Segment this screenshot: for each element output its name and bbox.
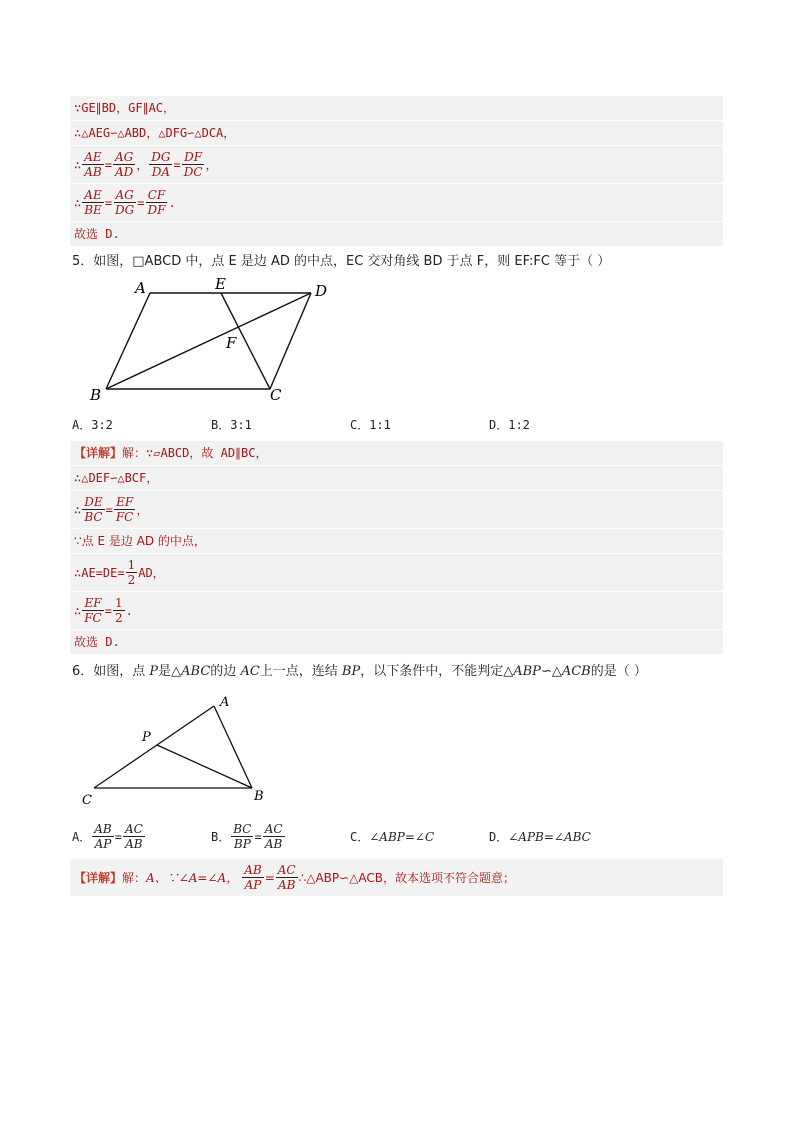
- option-a[interactable]: [72, 822, 211, 851]
- fraction: [263, 822, 285, 851]
- solution-4-line-2: [70, 120, 723, 145]
- text: ∵点 E 是边 AD 的中点，: [74, 534, 206, 548]
- fraction: [113, 188, 136, 217]
- solution-6-line-1: [70, 859, 723, 896]
- fraction: [231, 822, 253, 851]
- equals: =: [104, 195, 113, 210]
- comma: ，: [136, 157, 149, 172]
- side-ab: [214, 706, 252, 788]
- text: A、∵∠A=∠A，: [146, 870, 239, 885]
- parallelogram-figure: [88, 278, 368, 408]
- solution-5-block: [70, 441, 723, 654]
- option-prefix: A．: [72, 830, 92, 844]
- math-var: ABC: [181, 664, 211, 679]
- denominator: AB: [84, 165, 102, 179]
- detail-tag: 【详解】: [74, 446, 123, 460]
- denominator: 2: [127, 573, 136, 587]
- period: .: [125, 603, 133, 618]
- denominator: AP: [244, 878, 262, 892]
- page-content: [70, 96, 723, 896]
- text: AD，: [138, 565, 165, 580]
- diagonal-bd: [106, 293, 311, 389]
- numerator: AC: [264, 822, 283, 836]
- solution-4-line-4: [70, 183, 723, 221]
- numerator: CF: [147, 188, 166, 202]
- text: 6．如图，点: [72, 664, 150, 679]
- denominator: AB: [264, 837, 283, 851]
- text: ∽△: [540, 664, 562, 679]
- label-f: F: [226, 334, 237, 352]
- numerator: DE: [84, 495, 103, 509]
- solution-5-line-2: [70, 465, 723, 490]
- text: 上一点，连结: [259, 664, 342, 679]
- text: 故选 D.: [74, 227, 120, 241]
- solution-5-conclusion: [70, 629, 723, 654]
- math-var: ABP: [513, 664, 541, 679]
- text: 解：: [122, 870, 147, 885]
- denominator: DF: [147, 203, 166, 217]
- fraction: [149, 150, 172, 179]
- therefore-symbol: ∴: [74, 502, 82, 517]
- equals: =: [254, 829, 262, 844]
- option-prefix: D．: [489, 830, 509, 844]
- text: ∴AE=DE=: [74, 565, 125, 580]
- math-var: AC: [240, 664, 260, 679]
- equals: =: [114, 829, 122, 844]
- question-6-text: [70, 658, 723, 686]
- text: ∴△DEF∽△BCF，: [74, 471, 159, 485]
- fraction: [242, 863, 263, 892]
- option-d[interactable]: [489, 822, 628, 851]
- question-6-options: [70, 818, 723, 855]
- option-prefix: B．: [211, 830, 231, 844]
- option-a[interactable]: A．3:2: [72, 418, 113, 432]
- fraction: [82, 150, 103, 179]
- therefore-symbol: ∴: [74, 603, 82, 618]
- fraction: [92, 822, 113, 851]
- fraction: [82, 596, 104, 625]
- fraction-half: [113, 596, 125, 625]
- denominator: AB: [125, 837, 143, 851]
- numerator: DG: [151, 150, 171, 164]
- fraction: [182, 150, 205, 179]
- numerator: AB: [244, 863, 262, 877]
- numerator: DF: [184, 150, 203, 164]
- comma: ，: [205, 157, 218, 172]
- numerator: AE: [84, 188, 102, 202]
- side-ca: [94, 706, 214, 788]
- text: ∴△ABP∽△ACB，故本选项不符合题意；: [298, 870, 516, 885]
- text: 故选 D.: [74, 635, 120, 649]
- text: 的边: [210, 664, 241, 679]
- equals: =: [104, 603, 112, 618]
- fraction-half: [126, 558, 138, 587]
- solution-5-line-1: [70, 441, 723, 465]
- numerator: 1: [114, 596, 123, 610]
- text: 解：∵▱ABCD，故 AD∥BC，: [122, 446, 268, 460]
- label-a: A: [135, 279, 146, 297]
- option-b[interactable]: B．3:1: [211, 418, 252, 432]
- equals: =: [264, 870, 275, 885]
- therefore-symbol: ∴: [74, 157, 82, 172]
- text: ，以下条件中，不能判定△: [360, 664, 514, 679]
- detail-tag: 【详解】: [74, 870, 123, 885]
- denominator: AP: [94, 837, 112, 851]
- denominator: FC: [84, 611, 102, 625]
- solution-5-line-4: [70, 528, 723, 553]
- fraction: [146, 188, 168, 217]
- equals: =: [104, 157, 112, 172]
- label-c: C: [270, 386, 282, 404]
- side-ba: [106, 293, 150, 389]
- label-d: D: [315, 282, 328, 300]
- label-e: E: [215, 278, 226, 293]
- fraction: [82, 495, 104, 524]
- period: .: [168, 195, 176, 210]
- numerator: 1: [127, 558, 136, 572]
- numerator: AG: [114, 150, 134, 164]
- solution-4-line-3: [70, 145, 723, 183]
- solution-4-block: [70, 96, 723, 246]
- side-dc: [270, 293, 311, 389]
- fraction: [113, 150, 135, 179]
- denominator: DC: [183, 165, 203, 179]
- fraction: [123, 822, 145, 851]
- question-5-options: [70, 412, 723, 437]
- option-c[interactable]: [350, 822, 489, 851]
- segment-pb: [157, 745, 252, 788]
- label-c: C: [82, 793, 92, 808]
- label-a: A: [220, 695, 230, 710]
- denominator: BP: [233, 837, 251, 851]
- solution-5-line-6: [70, 591, 723, 629]
- math-var: BP: [341, 664, 361, 679]
- text: 是△: [158, 664, 182, 679]
- solution-6-block: [70, 859, 723, 896]
- denominator: AD: [114, 165, 134, 179]
- solution-4-line-1: [70, 96, 723, 120]
- denominator: DG: [115, 203, 135, 217]
- numerator: AC: [124, 822, 143, 836]
- fraction: [114, 495, 136, 524]
- fraction: [276, 863, 298, 892]
- denominator: AB: [277, 878, 296, 892]
- option-prefix: C．: [350, 830, 370, 844]
- math-var: ACB: [561, 664, 591, 679]
- equals: =: [137, 195, 145, 210]
- comma: ，: [136, 502, 149, 517]
- numerator: AE: [84, 150, 102, 164]
- math-var: P: [149, 664, 159, 679]
- denominator: DA: [151, 165, 171, 179]
- numerator: EF: [116, 495, 134, 509]
- denominator: BC: [84, 510, 103, 524]
- solution-5-line-5: [70, 553, 723, 591]
- option-expression: ∠APB=∠ABC: [508, 829, 591, 844]
- label-p: P: [142, 730, 151, 745]
- option-expression: ∠ABP=∠C: [369, 829, 435, 844]
- fraction: [82, 188, 104, 217]
- numerator: EF: [84, 596, 102, 610]
- text: ∴△AEG∽△ABD，△DFG∽△DCA，: [74, 126, 236, 140]
- question-5-text: 5．如图，□ABCD 中，点 E 是边 AD 的中点，EC 交对角线 BD 于点 F，则 EF:FC 等于（ ）: [72, 254, 611, 269]
- option-d[interactable]: D．1:2: [489, 418, 530, 432]
- therefore-symbol: ∴: [74, 195, 82, 210]
- option-b[interactable]: [211, 822, 350, 851]
- equals: =: [173, 157, 181, 172]
- numerator: AB: [94, 822, 112, 836]
- triangle-figure: [80, 692, 320, 812]
- option-c[interactable]: C．1:1: [350, 418, 391, 432]
- text: 的是（ ）: [590, 664, 647, 679]
- numerator: AG: [115, 188, 134, 202]
- denominator: FC: [115, 510, 134, 524]
- numerator: AC: [277, 863, 296, 877]
- text: ∵GE∥BD，GF∥AC，: [74, 101, 176, 115]
- label-b: B: [254, 789, 264, 804]
- solution-4-conclusion: [70, 221, 723, 246]
- numerator: BC: [233, 822, 252, 836]
- denominator: BE: [84, 203, 102, 217]
- solution-5-line-3: [70, 490, 723, 528]
- denominator: 2: [114, 611, 123, 625]
- label-b: B: [90, 386, 102, 404]
- equals: =: [105, 502, 113, 517]
